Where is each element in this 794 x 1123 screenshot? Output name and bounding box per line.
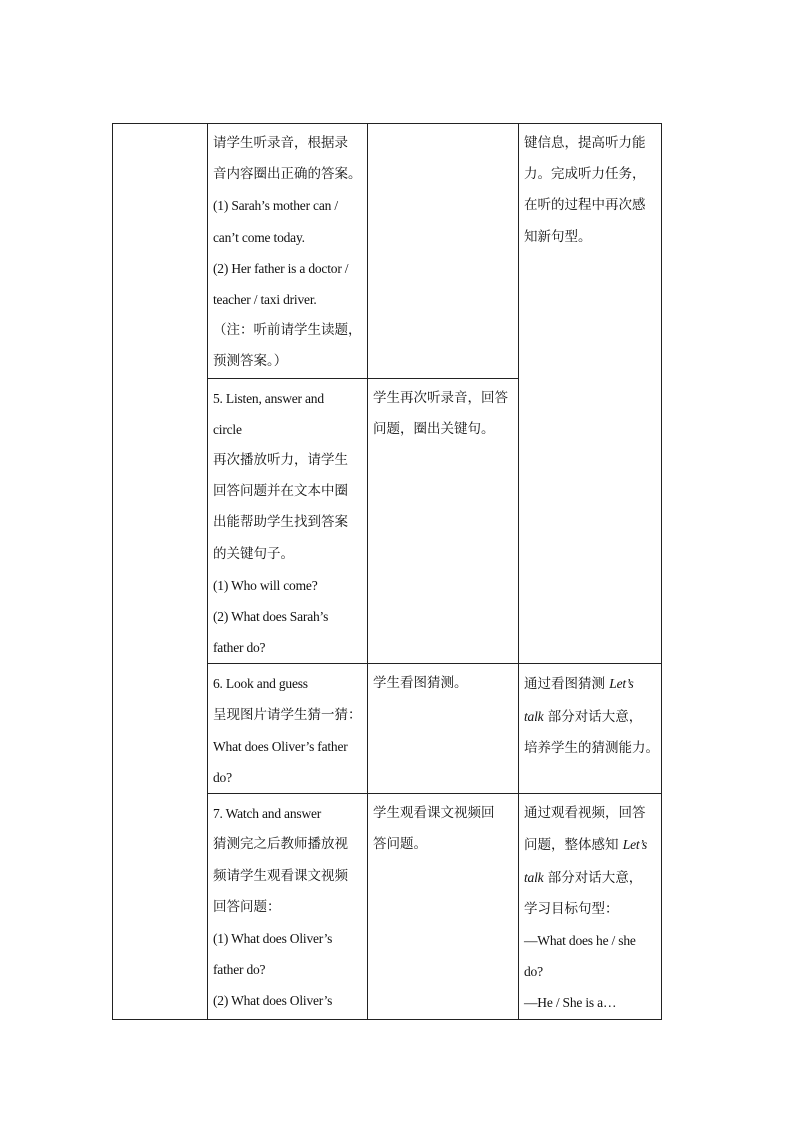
cell-line: 回答问题并在文本中圈 xyxy=(213,483,348,500)
cell-line: 力。完成听力任务， xyxy=(524,166,646,183)
talk-italic: talk xyxy=(524,869,544,885)
cell-line: 音内容圈出正确的答案。 xyxy=(213,166,362,183)
cell-line: do? xyxy=(524,964,543,980)
student-activity-cell xyxy=(368,378,519,664)
cell-line: (2) What does Oliver’s xyxy=(213,993,333,1009)
teacher-activity-cell xyxy=(208,124,368,379)
cell-line: 学生看图猜测。 xyxy=(373,675,468,692)
text-run: 问题，整体感知 xyxy=(524,837,623,854)
cell-line: 知新句型。 xyxy=(524,228,592,245)
student-activity-cell xyxy=(368,794,519,1019)
cell-line: (1) What does Oliver’s xyxy=(213,931,333,947)
cell-line: 的关键句子。 xyxy=(213,545,294,562)
purpose-cell xyxy=(519,124,662,664)
table-row xyxy=(113,124,662,379)
cell-line: 7. Watch and answer xyxy=(213,806,322,822)
lets-italic: Let’s xyxy=(609,676,634,692)
text-run: 通过看图猜测 xyxy=(524,676,610,693)
cell-line: 学生观看课文视频回 xyxy=(373,805,495,822)
student-activity-cell xyxy=(368,124,519,379)
cell-line: circle xyxy=(213,421,242,437)
cell-line: 再次播放听力，请学生 xyxy=(213,452,348,469)
cell-line: 预测答案。） xyxy=(213,353,288,370)
cell-line: 学生再次听录音，回答 xyxy=(373,389,508,406)
cell-line: (2) What does Sarah’s xyxy=(213,609,329,625)
cell-line: 回答问题： xyxy=(213,898,281,915)
cell-line: do? xyxy=(213,770,232,786)
purpose-cell xyxy=(519,664,662,794)
cell-line: 学习目标句型： xyxy=(524,900,619,917)
cell-line: can’t come today. xyxy=(213,229,305,245)
cell-line: (2) Her father is a doctor / xyxy=(213,260,349,276)
text-run: 部分对话大意， xyxy=(543,708,643,725)
cell-line: (1) Who will come? xyxy=(213,577,318,593)
lets-italic: Let’s xyxy=(622,837,648,853)
cell-line: 通过观看视频，回答 xyxy=(524,805,646,822)
cell-line: father do? xyxy=(213,962,266,978)
cell-line: What does Oliver’s father xyxy=(213,738,348,754)
text-run: 部分对话大意， xyxy=(543,869,643,886)
teacher-activity-cell xyxy=(208,664,368,794)
cell-line xyxy=(524,701,657,733)
purpose-cell xyxy=(519,794,662,1019)
cell-line: 频请学生观看课文视频 xyxy=(213,867,348,884)
cell-line: —He / She is a… xyxy=(524,995,617,1011)
cell-line: 在听的过程中再次感 xyxy=(524,197,646,214)
cell-line: 出能帮助学生找到答案 xyxy=(213,514,348,531)
cell-line xyxy=(524,862,657,894)
teacher-activity-cell xyxy=(208,794,368,1019)
lesson-plan-table xyxy=(112,123,662,1020)
cell-line xyxy=(524,829,657,861)
cell-line: 6. Look and guess xyxy=(213,676,308,692)
cell-line: father do? xyxy=(213,640,266,656)
cell-line: （注：听前请学生读题， xyxy=(213,322,362,339)
cell-line: 答问题。 xyxy=(373,836,427,853)
cell-line: —What does he / she xyxy=(524,933,636,949)
cell-line: 请学生听录音，根据录 xyxy=(213,135,348,151)
cell-line: 问题，圈出关键句。 xyxy=(373,420,495,437)
teacher-activity-cell xyxy=(208,378,368,664)
cell-line: 5. Listen, answer and xyxy=(213,390,324,406)
cell-line xyxy=(524,668,657,700)
cell-line: teacher / taxi driver. xyxy=(213,292,317,308)
cell-line: (1) Sarah’s mother can / xyxy=(213,198,338,214)
cell-line: 呈现图片请学生猜一猜： xyxy=(213,706,362,723)
talk-italic: talk xyxy=(524,708,544,724)
stage-cell xyxy=(113,124,208,1020)
cell-line: 猜测完之后教师播放视 xyxy=(213,836,348,853)
student-activity-cell xyxy=(368,664,519,794)
cell-line: 培养学生的猜测能力。 xyxy=(524,739,659,756)
cell-line: 键信息，提高听力能 xyxy=(524,135,646,151)
